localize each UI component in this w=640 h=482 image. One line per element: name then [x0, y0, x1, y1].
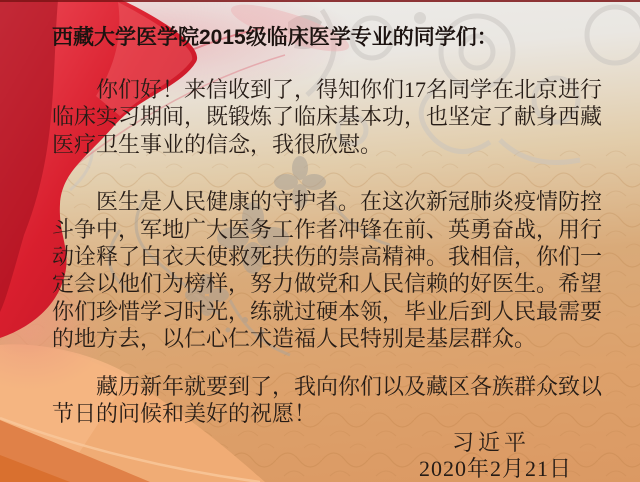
- paragraph-line: 定会以他们为榜样，努力做党和人民信赖的好医生。希望: [52, 271, 603, 297]
- paragraph-2: [52, 188, 603, 352]
- paragraph-3: [52, 373, 603, 428]
- paragraph-line: 的地方去，以仁心仁术造福人民特别是基层群众。: [52, 326, 537, 352]
- letter-body: [52, 24, 603, 482]
- date: 2020年2月21日: [418, 456, 572, 482]
- paragraph-line: 动诠释了白衣天使救死扶伤的崇高精神。我相信，你们一: [52, 244, 603, 270]
- paragraph-line: 医生是人民健康的守护者。在这次新冠肺炎疫情防控: [96, 189, 603, 215]
- paragraph-line: 临床实习期间，既锻炼了临床基本功，也坚定了献身西藏: [52, 104, 603, 130]
- paragraph-line: 节日的问候和美好的祝愿！: [52, 401, 317, 427]
- paragraph-line: 你们好！来信收到了，得知你们17名同学在北京进行: [96, 77, 603, 102]
- top-border-line: [0, 0, 640, 2]
- paragraph-1: [52, 76, 603, 158]
- paragraph-line: 医疗卫生事业的信念，我很欣慰。: [52, 131, 383, 157]
- signature: 习近平: [451, 430, 530, 456]
- paragraph-line: 斗争中，军地广大医务工作者冲锋在前、英勇奋战，用行: [52, 216, 603, 242]
- paragraph-line: 藏历新年就要到了，我向你们以及藏区各族群众致以: [96, 373, 603, 399]
- salutation: 西藏大学医学院2015级临床医学专业的同学们：: [52, 26, 498, 49]
- paragraph-line: 你们珍惜学习时光，练就过硬本领，毕业后到人民最需要: [52, 298, 603, 324]
